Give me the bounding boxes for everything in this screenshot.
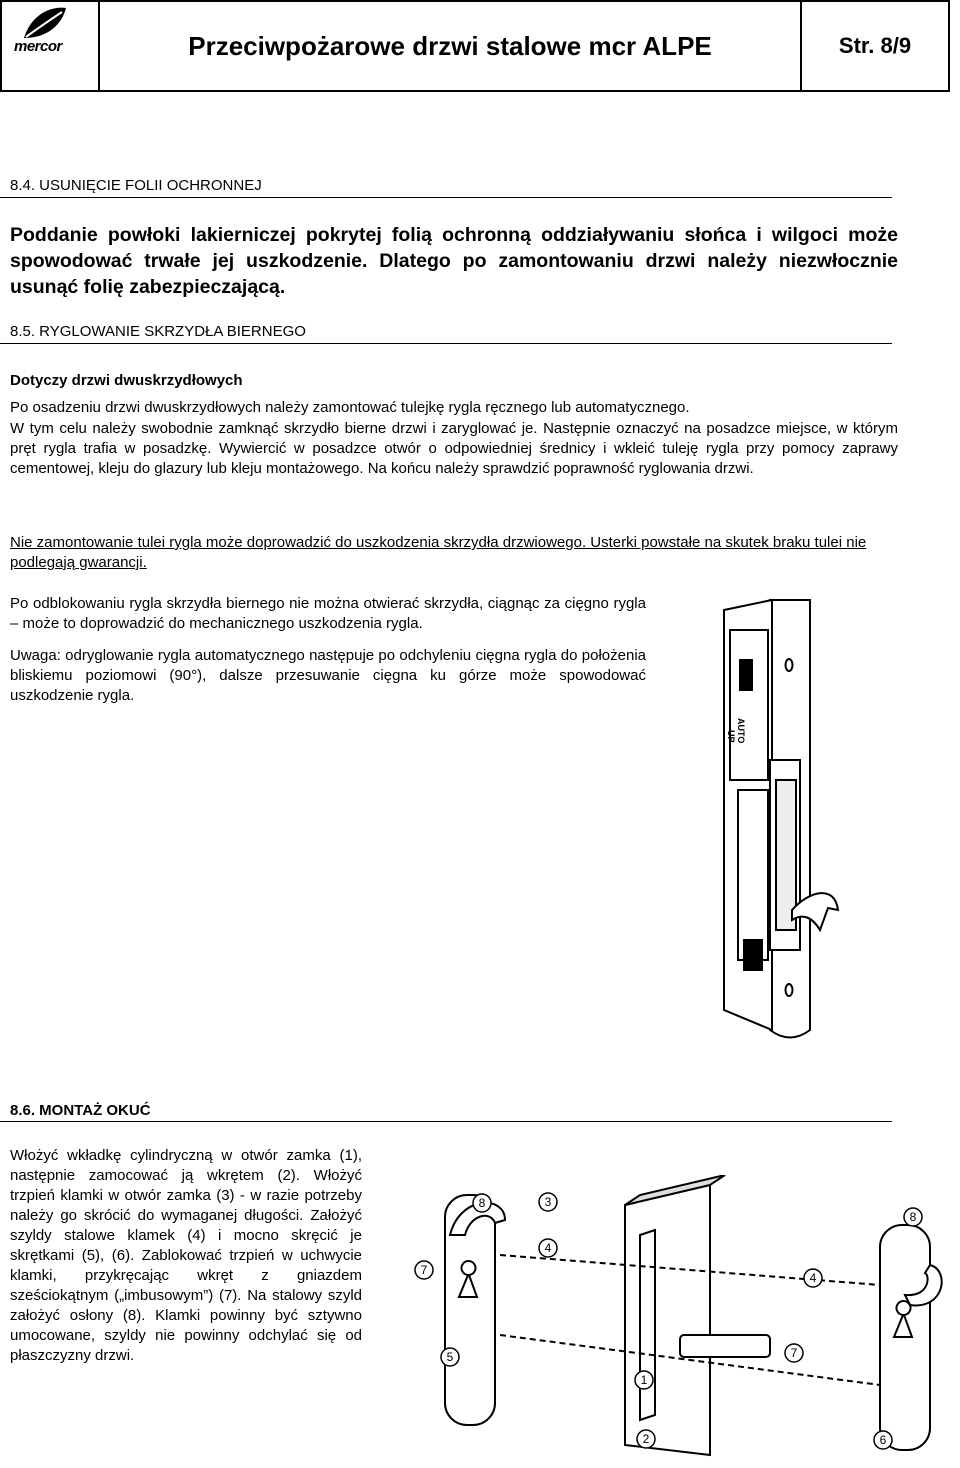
hardware-assembly-figure (390, 1175, 950, 1460)
section-8-5-p3: Po odblokowaniu rygla skrzydła biernego nie można otwierać skrzydła, ciągnąc za cięgno rygla – może to doprowadzić do mechanicznego uszkodzenia rygla. (10, 595, 646, 632)
section-8-4-heading: 8.4. USUNIĘCIE FOLII OCHRONNEJ (10, 177, 262, 194)
mercor-logo (2, 2, 100, 90)
page-number: Str. 8/9 (838, 33, 912, 58)
callout-5: 5 (446, 1350, 454, 1364)
callout-8b: 8 (909, 1210, 917, 1224)
section-8-5-p2: W tym celu należy swobodnie zamknąć skrzydło bierne drzwi i zaryglować je. Następnie oznaczyć na posadzce miejsce, w którym pręt rygla trafia w posadzkę. Wywiercić w posadzce otwór o odpowiedniej średnicy i wkleić tuleję rygla przy pomocy zaprawy cementowej, kleju do glazury lub kleju montażowego. Na końcu należy sprawdzić poprawność ryglowania drzwi. (10, 420, 898, 477)
page-header (0, 0, 950, 92)
callout-4a: 4 (544, 1241, 552, 1255)
section-8-6-heading: 8.6. MONTAŻ OKUĆ (10, 1102, 151, 1119)
document-title: Przeciwpożarowe drzwi stalowe mcr ALPE (100, 2, 802, 90)
section-8-6-text: Włożyć wkładkę cylindryczną w otwór zamka (1), następnie zamocować ją wkrętem (2). Włożyć trzpień klamki w otwór zamka (3) - w razie potrzeby należy go skrócić do wymaganej długości. Założyć szyldy stalowe klamek (4) i mocno skręcić je skrętkami (5), (6). Zablokować trzpień w uchwycie klamki, przykręcając wkręt z gniazdem sześciokątnym („imbusowym”) (7). Na stalowy szyld założyć osłony (8). Klamki powinny być sztywno umocowane, szyldy nie powinny odchylać się od płaszczyzny drzwi. (10, 1147, 362, 1364)
callout-6: 6 (879, 1433, 887, 1447)
section-8-5-heading: 8.5. RYGLOWANIE SKRZYDŁA BIERNEGO (10, 323, 306, 340)
section-8-4-text: Poddanie powłoki lakierniczej pokrytej folią ochronną oddziaływaniu słońca i wilgoci może spowodować trwałe jej uszkodzenie. Dlatego po zamontowaniu drzwi należy niezwłocznie usunąć folię zabezpieczającą. (10, 224, 898, 298)
figure-label-auto: AUTO (736, 718, 746, 744)
heading-rule (0, 197, 892, 198)
callout-4b: 4 (809, 1271, 817, 1285)
section-8-5-p1: Po osadzeniu drzwi dwuskrzydłowych należy zamontować tulejkę rygla ręcznego lub automatycznego. (10, 399, 690, 416)
callout-1: 1 (640, 1373, 648, 1387)
warning-text: Nie zamontowanie tulei rygla może doprowadzić do uszkodzenia skrzydła drzwiowego. Usterki powstałe na skutek braku tulei nie podlegają gwarancji. (10, 534, 867, 571)
logo-text: mercor (14, 38, 62, 55)
section-8-5-p4: Uwaga: odryglowanie rygla automatycznego następuje po odchyleniu cięgna rygla do położenia bliskiemu poziomowi (90°), dalsze przesuwanie cięgna ku górze może spowodować uszkodzenie rygla. (10, 647, 646, 704)
callout-2: 2 (642, 1432, 650, 1446)
figure-label-up: UP (726, 730, 736, 743)
bolt-lock-figure (700, 590, 880, 1050)
heading-rule (0, 1121, 892, 1122)
heading-rule (0, 343, 892, 344)
section-8-5-subheading: Dotyczy drzwi dwuskrzydłowych (10, 372, 243, 389)
callout-7a: 7 (420, 1263, 428, 1277)
callout-7b: 7 (790, 1346, 798, 1360)
callout-8a: 8 (478, 1196, 486, 1210)
callout-3: 3 (544, 1195, 552, 1209)
leaf-icon (4, 4, 98, 64)
